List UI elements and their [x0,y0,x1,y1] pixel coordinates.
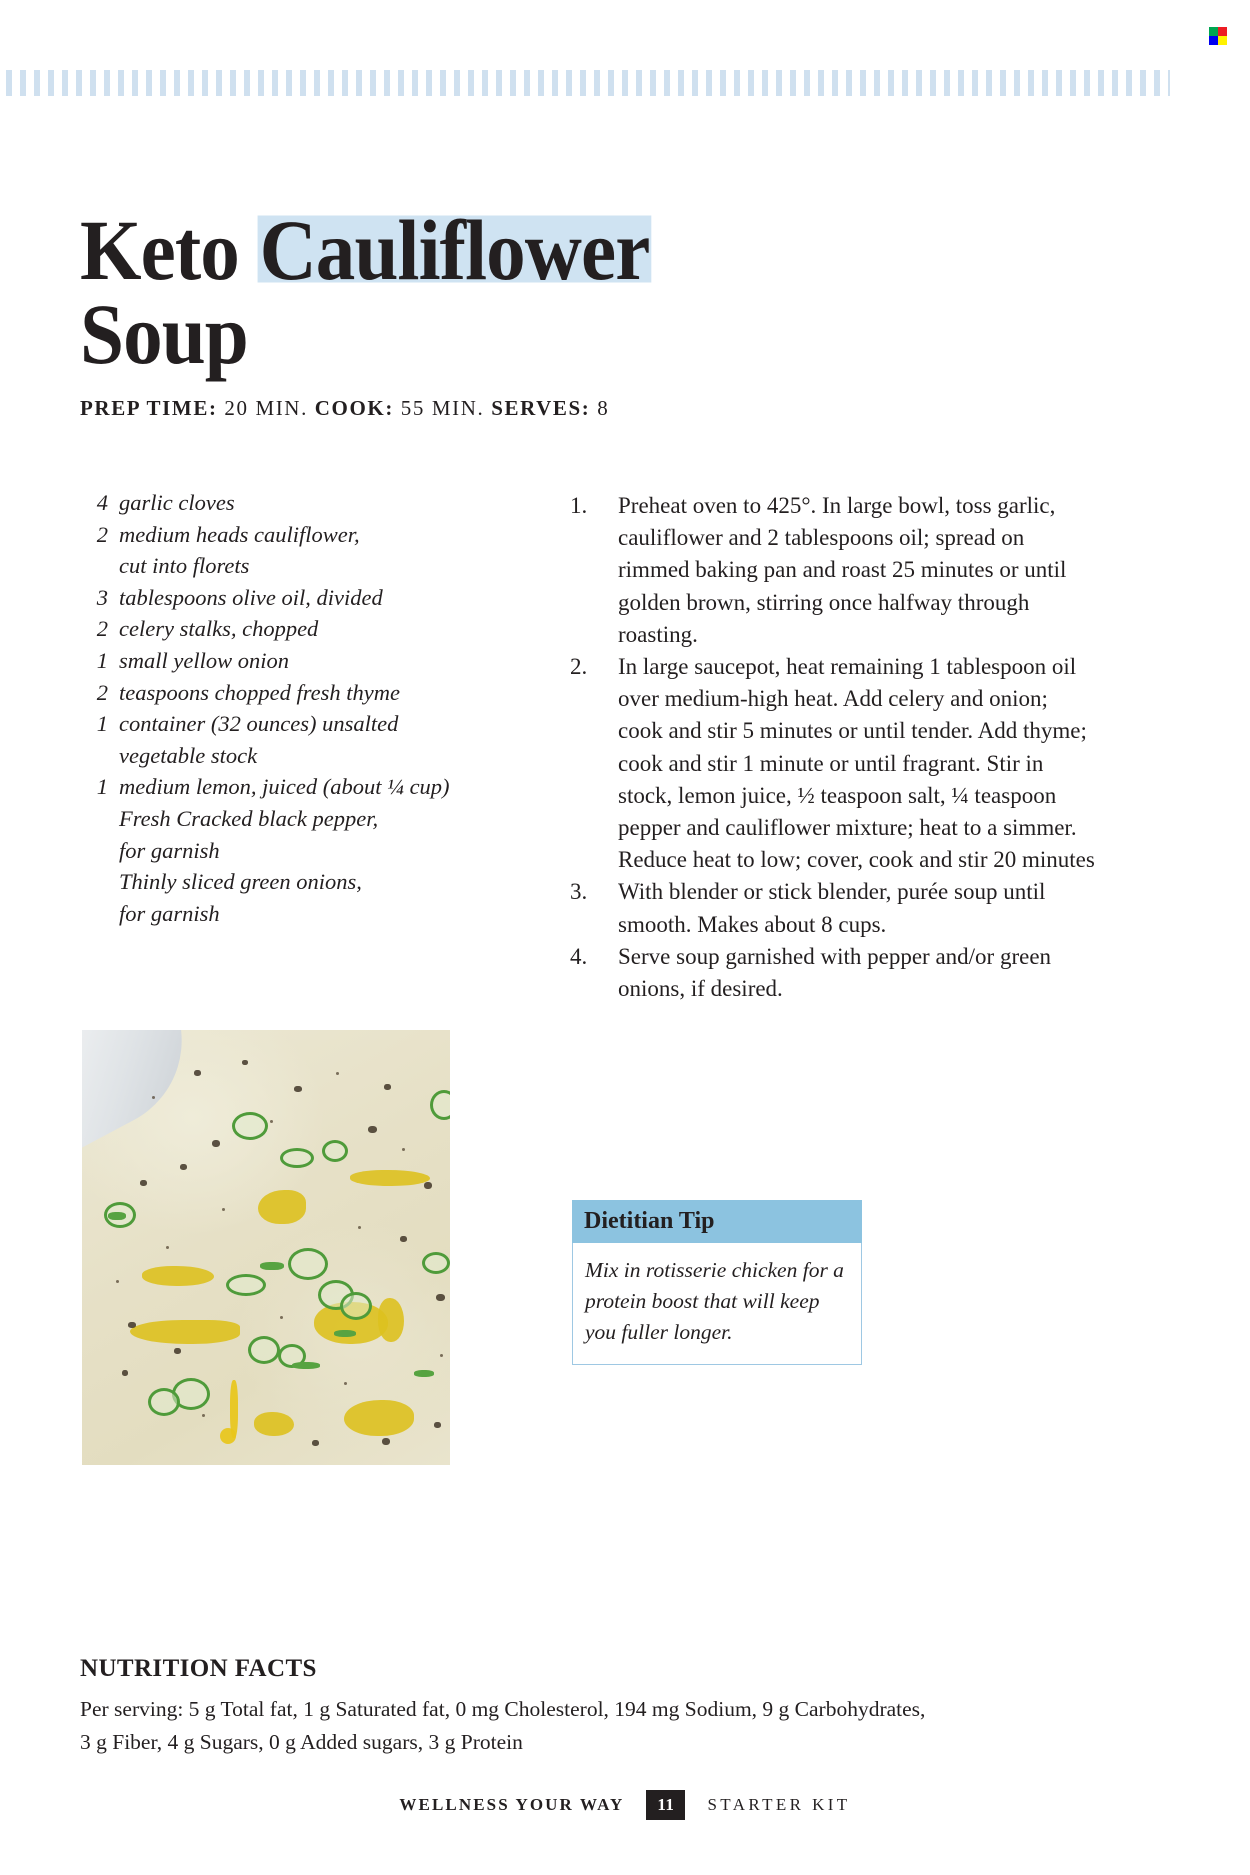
green-onion-slice [232,1112,268,1140]
ingredient-item [82,866,482,898]
page-title-highlight: Cauliflower [259,201,650,298]
ingredient-item [82,771,482,803]
pepper-speck [344,1382,347,1385]
serves-label: SERVES: [491,396,591,420]
green-onion-slice [340,1292,372,1320]
pepper-speck [222,1208,225,1211]
pepper-speck [166,1246,169,1249]
dietitian-tip-box [572,1200,862,1365]
oil-drizzle [220,1428,236,1444]
pepper-fleck [382,1438,390,1445]
ingredient-item [82,613,482,645]
ingredient-item [82,803,482,835]
pepper-fleck [434,1422,441,1428]
green-onion-slice [260,1262,284,1270]
ingredient-text: for garnish [119,837,220,863]
dietitian-tip-heading: Dietitian Tip [572,1200,862,1243]
pepper-fleck [384,1084,391,1090]
green-onion-slice [422,1252,450,1274]
recipe-photo [82,1030,450,1465]
pepper-speck [280,1316,283,1319]
step-number: 3. [570,879,588,905]
pepper-speck [152,1096,155,1099]
ingredient-item [82,519,482,551]
oil-drizzle [350,1170,430,1186]
oil-drizzle [142,1266,214,1286]
green-onion-slice [414,1370,434,1377]
ingredient-quantity: 2 [96,521,108,547]
prep-time-label: PREP TIME: [80,396,218,420]
green-onion-slice [322,1140,348,1162]
ingredient-item-continuation [82,550,482,582]
ingredient-item [82,487,482,519]
ingredient-quantity: 1 [96,647,108,673]
green-onion-slice [226,1274,266,1296]
green-onion-slice [280,1148,314,1168]
green-onion-slice [108,1212,126,1220]
green-onion-slice [148,1388,180,1416]
nutrition-facts [80,1655,1080,1759]
ingredient-quantity: 2 [96,616,108,642]
pepper-fleck [368,1126,377,1133]
pepper-speck [116,1280,119,1283]
ingredient-quantity: 3 [96,584,108,610]
ingredient-text: garlic cloves [119,490,235,515]
ingredient-text: container (32 ounces) unsalted [119,711,399,737]
instruction-step [570,490,1095,651]
ingredient-item [82,645,482,677]
green-onion-slice [288,1248,328,1280]
footer-section: STARTER KIT [707,1795,851,1814]
green-onion-slice [292,1362,320,1369]
registration-color-mark [1209,27,1227,45]
ingredient-item [82,708,482,740]
ingredient-quantity: 1 [96,774,108,800]
step-text: Preheat oven to 425°. In large bowl, toss garlic, cauliflower and 2 tablespoons oil; spread on rimmed baking pan and roast 25 minutes or until golden brown, stirring once halfway through roasting. [618,493,1067,647]
ingredient-text: medium lemon, juiced (about ¼ cup) [119,774,450,800]
pepper-speck [202,1414,205,1417]
oil-drizzle [254,1412,294,1436]
ingredient-text: small yellow onion [119,647,289,673]
step-number: 1. [570,493,588,518]
pepper-speck [270,1120,273,1123]
pepper-fleck [436,1294,445,1301]
pepper-fleck [122,1370,128,1376]
instruction-step [570,651,1095,876]
reg-swatch-yellow [1218,36,1227,45]
instruction-steps [570,490,1095,1005]
ingredient-item-continuation [82,835,482,867]
prep-time-value: 20 MIN. [217,396,315,420]
pepper-fleck [128,1322,136,1328]
ingredient-item [82,582,482,614]
nutrition-line-2: 3 g Fiber, 4 g Sugars, 0 g Added sugars, 3 g Protein [80,1730,523,1754]
page-title [80,201,945,382]
reg-swatch-red [1218,27,1227,36]
ingredient-item-continuation [82,898,482,930]
ingredient-quantity: 4 [96,490,108,515]
pepper-fleck [194,1070,201,1076]
recipe-meta [80,396,609,421]
ingredient-text: celery stalks, chopped [119,616,319,642]
nutrition-line-1: Per serving: 5 g Total fat, 1 g Saturated fat, 0 mg Cholesterol, 194 mg Sodium, 9 g Carbohydrates, [80,1697,926,1721]
reg-swatch-green [1209,27,1218,36]
footer-brand: WELLNESS YOUR WAY [399,1795,625,1814]
instruction-step [570,876,1095,940]
pepper-speck [336,1072,339,1075]
pepper-speck [358,1226,361,1229]
pepper-fleck [424,1182,432,1189]
ingredient-text: Thinly sliced green onions, [119,869,362,895]
page-title-part-2: Soup [80,285,248,382]
step-text: In large saucepot, heat remaining 1 tablespoon oil over medium-high heat. Add celery and onion; cook and stir 5 minutes or until tender. Add thyme; cook and stir 1 minute or until fragrant. Stir in stock, lemon juice, ½ teaspoon salt, ¼ teaspoon pepper and cauliflower mixture; heat to a simmer. Reduce heat to low; cover, cook and stir 20 minutes [618,654,1095,873]
ingredient-text: for garnish [119,900,220,926]
pepper-fleck [140,1180,147,1186]
pepper-fleck [400,1236,407,1242]
page-footer [0,1790,1250,1820]
oil-drizzle [258,1190,306,1224]
pepper-speck [402,1148,405,1151]
ingredient-quantity: 2 [96,679,108,705]
serves-value: 8 [590,396,610,420]
ingredient-text: tablespoons olive oil, divided [119,584,383,610]
ingredient-item [82,677,482,709]
oil-drizzle [378,1298,404,1342]
cook-time-label: COOK: [314,396,394,420]
ingredient-item-continuation [82,740,482,772]
ingredient-text: vegetable stock [119,742,258,768]
decorative-tick-rule [6,70,1170,96]
ingredient-text: cut into florets [119,553,250,579]
pepper-fleck [242,1060,248,1065]
pepper-fleck [294,1086,302,1092]
ingredients-list [82,487,482,929]
page-title-part-1: Keto [80,201,258,298]
pepper-fleck [180,1164,187,1170]
pepper-fleck [174,1348,181,1354]
step-number: 2. [570,654,588,680]
ingredient-text: Fresh Cracked black pepper, [119,805,379,831]
ingredient-quantity: 1 [96,711,108,737]
green-onion-slice [334,1330,356,1337]
oil-drizzle [344,1400,414,1436]
instruction-step [570,941,1095,1005]
oil-drizzle [130,1320,240,1344]
page-number-badge: 11 [646,1790,685,1820]
green-onion-slice [248,1336,280,1364]
ingredient-text: teaspoons chopped fresh thyme [119,679,400,705]
dietitian-tip-body: Mix in rotisserie chicken for a protein boost that will keep you fuller longer. [585,1258,844,1345]
cook-time-value: 55 MIN. [393,396,492,420]
step-text: Serve soup garnished with pepper and/or green onions, if desired. [618,943,1052,1002]
step-number: 4. [570,943,588,969]
reg-swatch-blue [1209,36,1218,45]
ingredient-text: medium heads cauliflower, [119,521,360,547]
pepper-fleck [312,1440,319,1446]
pepper-fleck [212,1140,220,1147]
nutrition-heading: NUTRITION FACTS [80,1655,317,1682]
step-text: With blender or stick blender, purée soup until smooth. Makes about 8 cups. [618,879,1046,937]
pepper-speck [440,1354,443,1357]
